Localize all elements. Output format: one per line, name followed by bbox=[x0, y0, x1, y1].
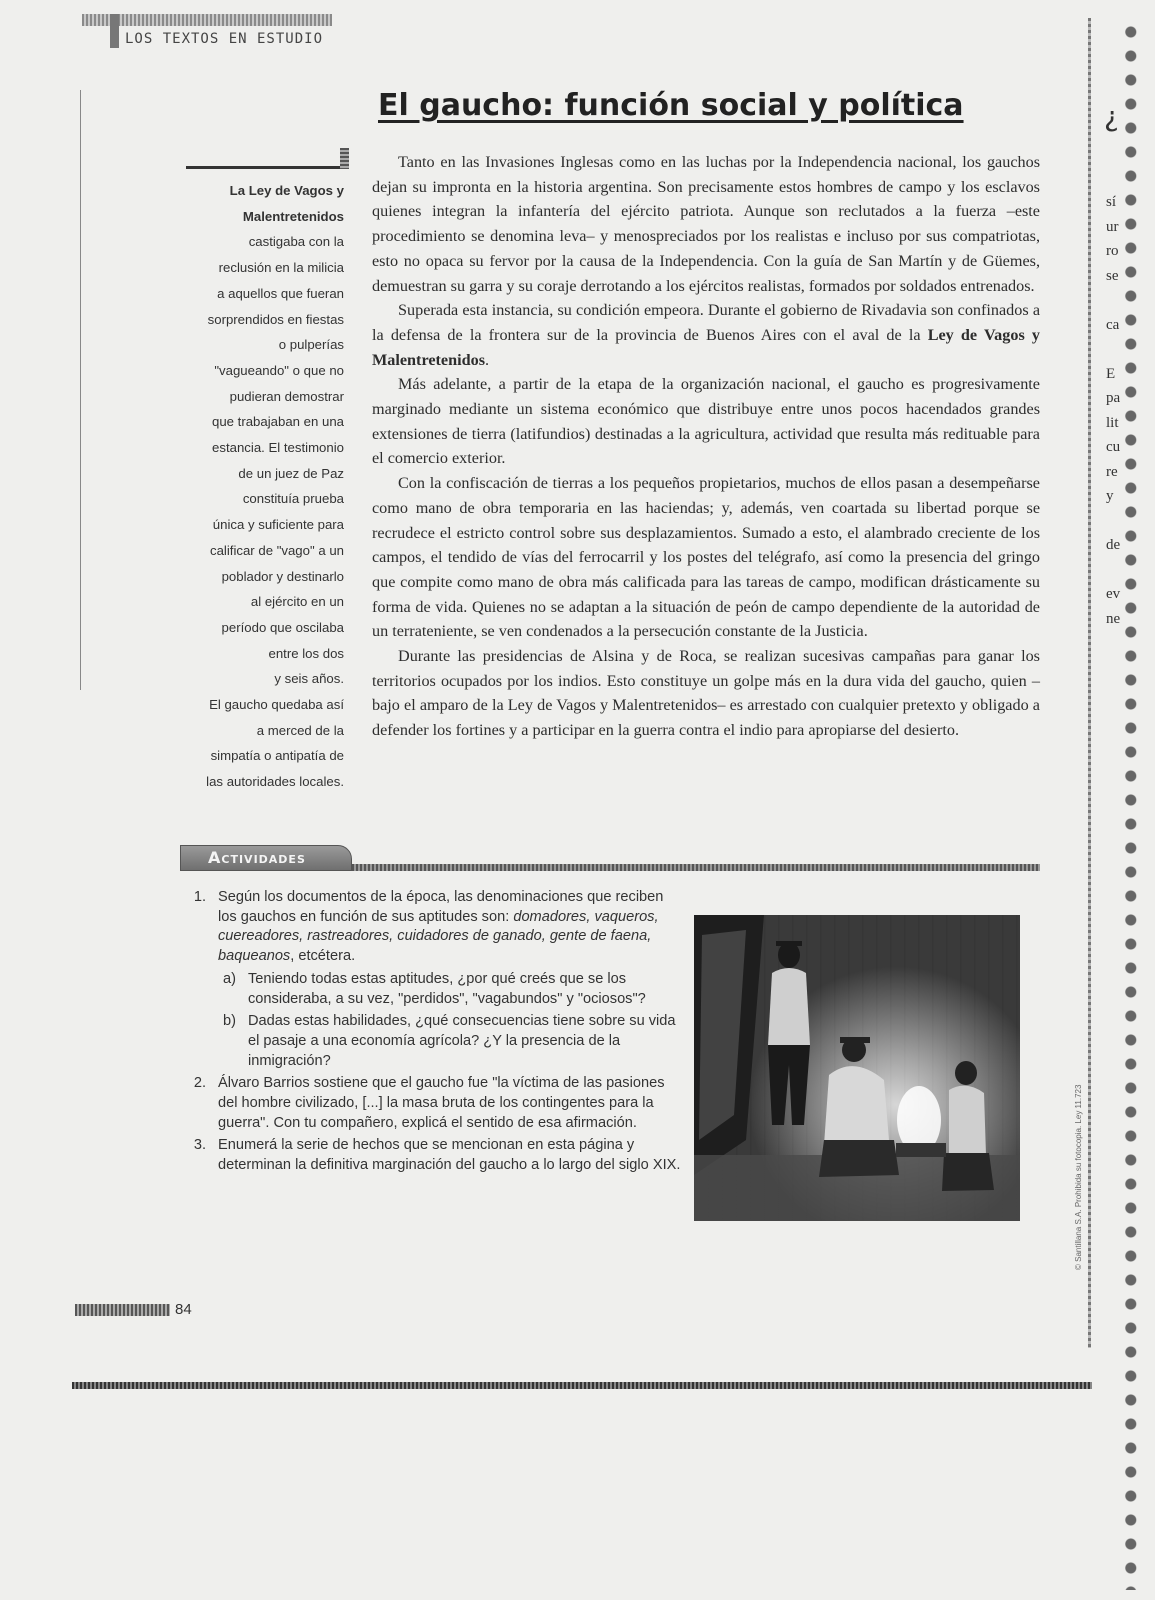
sidebar-top-rule bbox=[186, 166, 344, 169]
activity-1a-letter: a) bbox=[223, 970, 236, 987]
paragraph-2-end: . bbox=[485, 350, 490, 369]
sidebar-line: pudieran demostrar bbox=[229, 388, 344, 404]
paragraph-5: Durante las presidencias de Alsina y de Roca, se realizan sucesivas campañas para ganar los territorios ocupados por los indios. Esto constituye un golpe más en la dura vida del gaucho, quien –bajo el amparo de la Ley de Vagos y Malentretenidos– es arrestado con cualquier pretexto y obligado a defender los fortines y a participar en la guerra contra el indio para apropiarse del desierto. bbox=[372, 647, 1040, 740]
activity-2 bbox=[188, 1074, 682, 1133]
page-number-bar bbox=[75, 1304, 170, 1316]
sidebar-line: las autoridades locales. bbox=[206, 774, 344, 790]
sidebar-line: "vagueando" o que no bbox=[214, 362, 344, 378]
next-page-fragment: pa bbox=[1106, 390, 1121, 406]
spiral-binding bbox=[1120, 20, 1138, 1590]
activity-1-body bbox=[218, 888, 682, 1071]
sidebar-rule-cap bbox=[340, 148, 349, 169]
next-page-fragment: re bbox=[1106, 463, 1118, 480]
sidebar-line: sorprendidos en fiestas bbox=[207, 311, 344, 327]
right-margin-rule bbox=[1088, 18, 1091, 1348]
next-page-fragment: sí bbox=[1106, 194, 1117, 210]
sidebar-line: única y suficiente para bbox=[212, 517, 344, 533]
activity-1 bbox=[188, 888, 682, 1071]
sidebar-line: La Ley de Vagos y bbox=[229, 183, 344, 198]
activity-1a-text: Teniendo todas estas aptitudes, ¿por qué creés que se los consideraba, a su vez, "perdidos", "vagabundos" y "ociosos"? bbox=[248, 970, 646, 1007]
sidebar-line: simpatía o antipatía de bbox=[210, 748, 344, 764]
activity-2-number: 2. bbox=[193, 1075, 206, 1092]
activity-1-number: 1. bbox=[193, 889, 206, 905]
activity-3-number: 3. bbox=[193, 1137, 206, 1154]
law-name-bold: Ley de Vagos y Malentretenidos bbox=[372, 325, 1040, 369]
sidebar-line: o pulperías bbox=[278, 337, 344, 353]
next-page-fragment: se bbox=[1106, 267, 1119, 284]
next-page-fragment: lit bbox=[1106, 414, 1119, 431]
next-page-question-mark: ¿ bbox=[1104, 100, 1119, 133]
next-page-fragment: ro bbox=[1106, 243, 1119, 259]
sidebar-line: castigaba con la bbox=[248, 234, 344, 250]
sidebar-line: poblador y destinarlo bbox=[221, 568, 344, 584]
page-title: El gaucho: función social y política bbox=[378, 88, 964, 123]
next-page-fragment: ca bbox=[1106, 316, 1120, 333]
sidebar-note bbox=[180, 178, 344, 795]
paragraph-2 bbox=[372, 298, 1040, 372]
paragraph-2-text: Superada esta instancia, su condición empeora. Durante el gobierno de Rivadavia son confinados a la defensa de la frontera sur de la provincia de Buenos Aires con el aval de la bbox=[372, 301, 1040, 344]
sidebar-line: a aquellos que fueran bbox=[217, 285, 344, 301]
sidebar-line: período que oscilaba bbox=[221, 619, 344, 635]
next-page-fragment: cu bbox=[1106, 439, 1121, 455]
next-page-fragment: de bbox=[1106, 537, 1121, 553]
next-page-fragment: ur bbox=[1106, 218, 1119, 235]
activity-2-text: Álvaro Barrios sostiene que el gaucho fue "la víctima de las pasiones del hombre civilizado, [...] la masa bruta de los contingentes para la guerra". Con tu compañero, explicá el sentido de esa afirmación. bbox=[218, 1075, 665, 1131]
sidebar-line: Malentretenidos bbox=[242, 208, 344, 224]
next-page-fragment: ev bbox=[1106, 586, 1121, 602]
header-decoration-bar bbox=[82, 14, 332, 26]
paragraph-1: Tanto en las Invasiones Inglesas como en las luchas por la Independencia nacional, los gauchos dejan su impronta en la historia argentina. Son precisamente estos hombres de campo y los esclavos quienes integran la infantería del ejército patriota. Aunque son reclutados a la fuerza –este procedimiento se denomina leva– y menospreciados por los realistas e incluso por sus compatriotas, esto no opaca su fervor por la causa de la Independencia. Con la guía de San Martín y de Güemes, demuestran su garra y su coraje derrotando a los ejércitos realistas, formados por soldados entrenados. bbox=[372, 153, 1040, 295]
activity-3-text: Enumerá la serie de hechos que se mencionan en esta página y determinan la definitiva marginación del gaucho a lo largo del siglo XIX. bbox=[218, 1137, 681, 1174]
page-number: 84 bbox=[175, 1301, 192, 1318]
next-page-fragment: ne bbox=[1106, 610, 1121, 627]
next-page-fragment: E bbox=[1106, 365, 1116, 382]
activity-1b-text: Dadas estas habilidades, ¿qué consecuencias tiene sobre su vida el pasaje a una economía agrícola? ¿Y la presencia de la inmigración? bbox=[248, 1013, 676, 1069]
activities-list bbox=[188, 888, 682, 1178]
sidebar-line: que trabajaban en una bbox=[212, 414, 344, 430]
activity-1a bbox=[218, 970, 682, 1009]
paragraph-4: Con la confiscación de tierras a los pequeños propietarios, muchos de ellos pasan a desempeñarse como mano de obra temporaria en las haciendas; y, además, ven coartada su libertad porque se recrudece el estricto control sobre sus desplazamientos. Sumado a esto, el alambrado creciente de los campos, el tendido de vías del ferrocarril y los postes del telégrafo, así como la presencia del gringo que compite como mano de obra más calificada para las tareas de campo, modifican drásticamente su forma de vida. Quienes no se adaptan a la situación de peón de campo dependiente de la autoridad de un terrateniente, se ven condenados a la persecución constante de la Justicia. bbox=[372, 474, 1040, 641]
paragraph-3: Más adelante, a partir de la etapa de la organización nacional, el gaucho es progresivamente marginado mediante un sistema económico que distribuye entre unos pocos hacendados grandes extensiones de tierra (latifundios) destinadas a la agricultura, actividad que resulta más redituable para el comercio exterior. bbox=[372, 375, 1040, 468]
sidebar-line: reclusión en la milicia bbox=[218, 260, 344, 276]
activity-1b-letter: b) bbox=[223, 1013, 236, 1030]
activity-1b bbox=[218, 1012, 682, 1071]
section-label: LOS TEXTOS EN ESTUDIO bbox=[125, 31, 324, 47]
photo-kettle bbox=[896, 1143, 946, 1157]
activities-rule bbox=[352, 864, 1040, 871]
next-page-fragment: y bbox=[1106, 488, 1114, 504]
sidebar-line: constituía prueba bbox=[242, 491, 344, 507]
sidebar-line: y seis años. bbox=[274, 671, 344, 687]
sidebar-line: estancia. El testimonio bbox=[212, 440, 344, 456]
sidebar-line: El gaucho quedaba así bbox=[209, 697, 344, 713]
sidebar-line: de un juez de Paz bbox=[238, 465, 344, 481]
activity-1-text-end: , etcétera. bbox=[290, 948, 356, 965]
sidebar-line: al ejército en un bbox=[250, 594, 344, 610]
gauchos-fire-photo bbox=[694, 915, 1020, 1221]
main-article bbox=[372, 150, 1040, 743]
activity-3 bbox=[188, 1136, 682, 1175]
sidebar-line: entre los dos bbox=[268, 645, 344, 661]
activity-1-text: Según los documentos de la época, las denominaciones que reciben los gauchos en función de sus aptitudes son: bbox=[218, 889, 664, 925]
activity-1-italic-list: domadores, vaqueros, cuereadores, rastreadores, cuidadores de ganado, gente de faena, baqueanos bbox=[218, 908, 659, 965]
copyright-notice: © Santillana S.A. Prohibida su fotocopia. Ley 11.723 bbox=[1074, 1084, 1083, 1270]
sidebar-line: calificar de "vago" a un bbox=[210, 542, 344, 558]
left-margin-rule bbox=[80, 90, 81, 690]
sidebar-line: a merced de la bbox=[256, 722, 344, 738]
activities-heading: Actividades bbox=[208, 848, 306, 867]
bottom-rule bbox=[72, 1382, 1092, 1389]
header-tab-mark bbox=[110, 14, 119, 48]
